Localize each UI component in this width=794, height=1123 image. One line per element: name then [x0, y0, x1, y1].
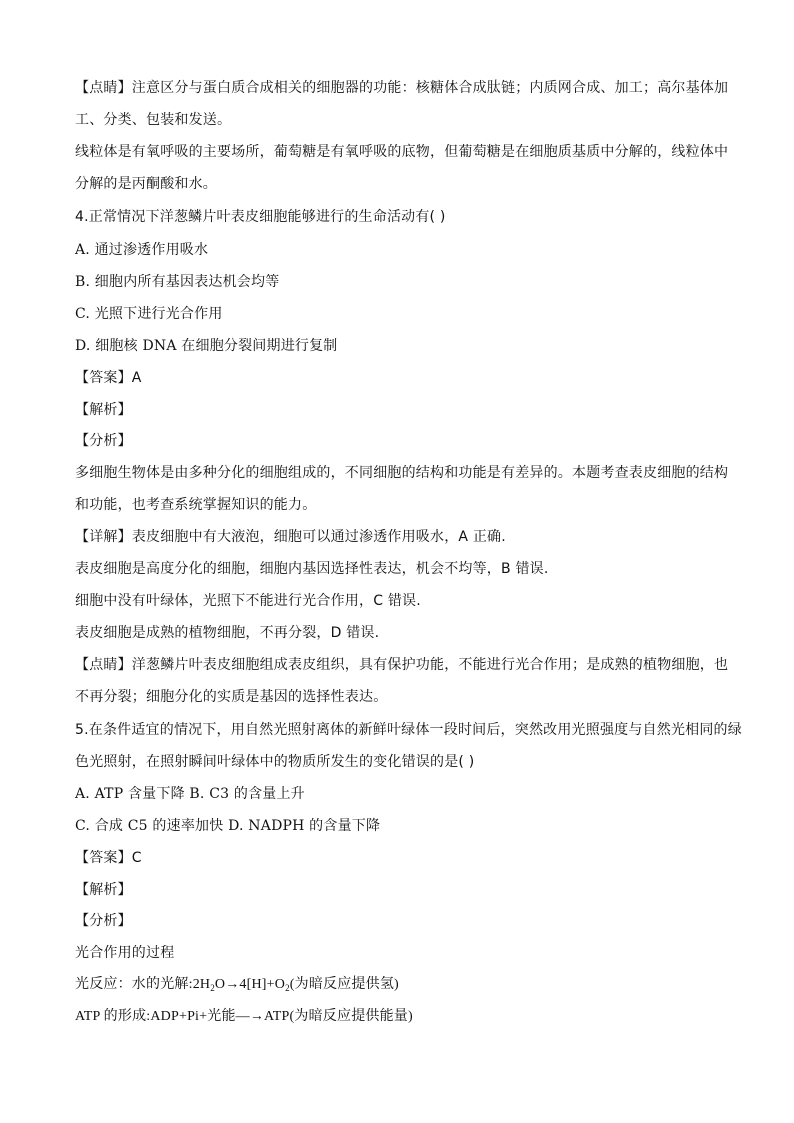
note-line-2: 工、分类、包装和发送。: [75, 112, 232, 128]
q4-note-line-1: 【点睛】洋葱鳞片叶表皮细胞组成表皮组织，具有保护功能，不能进行光合作用；是成熟的植物细胞，也: [75, 657, 729, 673]
q4-option-b: B. 细胞内所有基因表达机会均等: [75, 274, 280, 290]
q4-fenxi-heading: 【分析】: [75, 433, 132, 449]
atp-formation-equation: ATP 的形成:ADP+Pi+光能—→ATP(为暗反应提供能量): [75, 1009, 413, 1024]
q4-detail-line-c: 细胞中没有叶绿体，光照下不能进行光合作用，C 错误.: [75, 593, 421, 609]
mito-line-2: 分解的是丙酮酸和水。: [75, 176, 217, 192]
photolysis-prefix: 光反应：水的光解:2H: [75, 977, 211, 992]
photolysis-suffix: (为暗反应提供氢): [289, 977, 399, 992]
q5-options-cd: C. 合成 C5 的速率加快 D. NADPH 的含量下降: [75, 818, 381, 834]
question-4-stem: 4.正常情况下洋葱鳞片叶表皮细胞能够进行的生命活动有( ): [75, 209, 446, 225]
question-5-stem-line-2: 色光照射，在照射瞬间叶绿体中的物质所发生的变化错误的是( ): [75, 754, 475, 770]
q4-detail-line-b: 表皮细胞是高度分化的细胞，细胞内基因选择性表达，机会不均等，B 错误.: [75, 561, 549, 577]
q4-option-c: C. 光照下进行光合作用: [75, 306, 223, 322]
photolysis-mid: O→4[H]+O: [214, 977, 286, 992]
q4-fenxi-line-1: 多细胞生物体是由多种分化的细胞组成的，不同细胞的结构和功能是有差异的。本题考查表皮细胞的结构: [75, 465, 729, 481]
note-line-1: 【点睛】注意区分与蛋白质合成相关的细胞器的功能：核糖体合成肽链；内质网合成、加工；高尔基体加: [75, 80, 729, 96]
q4-option-d: D. 细胞核 DNA 在细胞分裂间期进行复制: [75, 338, 338, 354]
q4-answer: 【答案】A: [75, 370, 142, 386]
q4-note-line-2: 不再分裂；细胞分化的实质是基因的选择性表达。: [75, 689, 388, 705]
q4-option-a: A. 通过渗透作用吸水: [75, 242, 209, 258]
q4-detail-line-a: 【详解】表皮细胞中有大液泡，细胞可以通过渗透作用吸水，A 正确.: [75, 529, 506, 545]
photolysis-sub-o2: 2: [285, 983, 290, 993]
photosynthesis-process-title: 光合作用的过程: [75, 945, 175, 961]
photolysis-sub-h2: 2: [210, 983, 215, 993]
q4-detail-line-d: 表皮细胞是成熟的植物细胞，不再分裂，D 错误.: [75, 625, 380, 641]
q5-fenxi-heading: 【分析】: [75, 913, 132, 929]
q5-analysis-heading: 【解析】: [75, 882, 132, 898]
q4-fenxi-line-2: 和功能，也考查系统掌握知识的能力。: [75, 497, 317, 513]
question-5-stem-line-1: 5.在条件适宜的情况下，用自然光照射离体的新鲜叶绿体一段时间后，突然改用光照强度与自然光相同的绿: [75, 722, 742, 738]
q5-options-ab: A. ATP 含量下降 B. C3 的含量上升: [75, 786, 305, 802]
q4-analysis-heading: 【解析】: [75, 402, 132, 418]
q5-answer: 【答案】C: [75, 850, 142, 866]
photolysis-equation: [75, 975, 735, 995]
mito-line-1: 线粒体是有氧呼吸的主要场所，葡萄糖是有氧呼吸的底物，但葡萄糖是在细胞质基质中分解的，线粒体中: [75, 144, 729, 160]
